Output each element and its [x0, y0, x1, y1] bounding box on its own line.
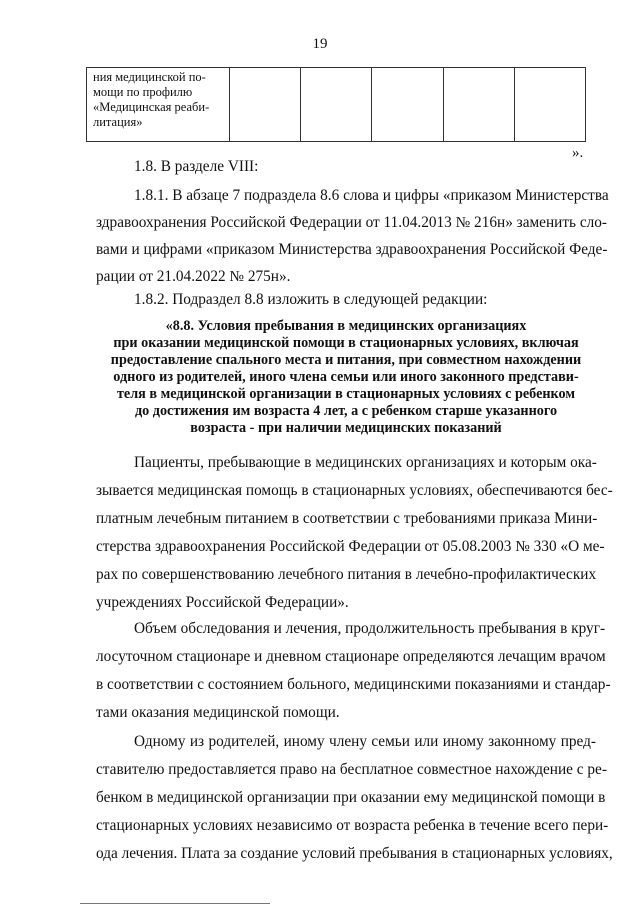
heading-line: предоставление спального места и питания, при совместном нахождении — [110, 352, 582, 368]
text-line: платным лечебным питанием в соответствии с требованиями приказа Мини- — [96, 510, 598, 527]
text-line: Одному из родителей, иному члену семьи или иному законному пред- — [134, 733, 596, 750]
table-cell-empty — [514, 68, 585, 142]
page-number: 19 — [312, 36, 328, 52]
text-line: рации от 21.04.2022 № 275н». — [96, 268, 291, 285]
text-line: стерства здравоохранения Российской Федерации от 05.08.2003 № 330 «О ме- — [96, 538, 605, 555]
table-fragment — [86, 67, 586, 142]
cell-line: литация» — [93, 115, 143, 129]
text-line: здравоохранения Российской Федерации от 11.04.2013 № 216н» заменить сло- — [96, 214, 607, 231]
text-line: рах по совершенствованию лечебного питания в лечебно-профилактических — [96, 566, 597, 583]
heading-line: одного из родителей, иного члена семьи или иного законного представи- — [113, 369, 579, 385]
heading-line: «8.8. Условия пребывания в медицинских организациях — [165, 318, 527, 334]
heading-line: до достижения им возраста 4 лет, а с ребенком старше указанного — [134, 403, 558, 419]
closing-quote: ». — [572, 145, 584, 161]
text-line: 1.8.1. В абзаце 7 подраздела 8.6 слова и цифры «приказом Министерства — [134, 187, 609, 204]
text-line: 1.8.2. Подраздел 8.8 изложить в следующей редакции: — [134, 291, 488, 308]
text-line: бенком в медицинской организации при оказании ему медицинской помощи в — [96, 789, 606, 806]
text-line: Пациенты, пребывающие в медицинских организациях и которым ока- — [134, 454, 597, 471]
text-line: зывается медицинская помощь в стационарных условиях, обеспечиваются бес- — [96, 482, 613, 499]
table-row — [87, 68, 586, 142]
text-line: вами и цифрами «приказом Министерства здравоохранения Российской Феде- — [96, 241, 608, 258]
cell-line: ния медицинской по- — [93, 70, 206, 84]
table-cell-empty — [443, 68, 514, 142]
text-line: тами оказания медицинской помощи. — [96, 704, 340, 721]
text-line: Объем обследования и лечения, продолжительность пребывания в круг- — [134, 620, 606, 637]
text-line: 1.8. В разделе VIII: — [134, 158, 259, 175]
text-line: ставителю предоставляется право на бесплатное совместное нахождение с ре- — [96, 761, 607, 778]
cell-line: «Медицинская реаби- — [93, 100, 210, 114]
heading-line: возраста - при наличии медицинских показаний — [190, 420, 502, 436]
table-cell-empty — [230, 68, 301, 142]
cell-line: мощи по профилю — [93, 85, 193, 99]
text-line: в соответствии с состоянием больного, медицинскими показаниями и стандар- — [96, 676, 611, 693]
text-line: стационарных условиях независимо от возраста ребенка в течение всего пери- — [96, 817, 609, 834]
heading-line: при оказании медицинской помощи в стационарных условиях, включая — [113, 335, 579, 351]
table-cell-empty — [372, 68, 443, 142]
text-line: ода лечения. Плата за создание условий пребывания в стационарных условиях, — [96, 845, 613, 862]
text-line: лосуточном стационаре и дневном стационаре определяются лечащим врачом — [96, 648, 606, 665]
heading-line: теля в медицинской организации в стационарных условиях с ребенком — [116, 386, 576, 402]
text-line: учреждениях Российской Федерации». — [96, 594, 349, 611]
table-cell-profile — [87, 68, 230, 142]
table-cell-empty — [301, 68, 372, 142]
footer-divider — [80, 903, 270, 904]
